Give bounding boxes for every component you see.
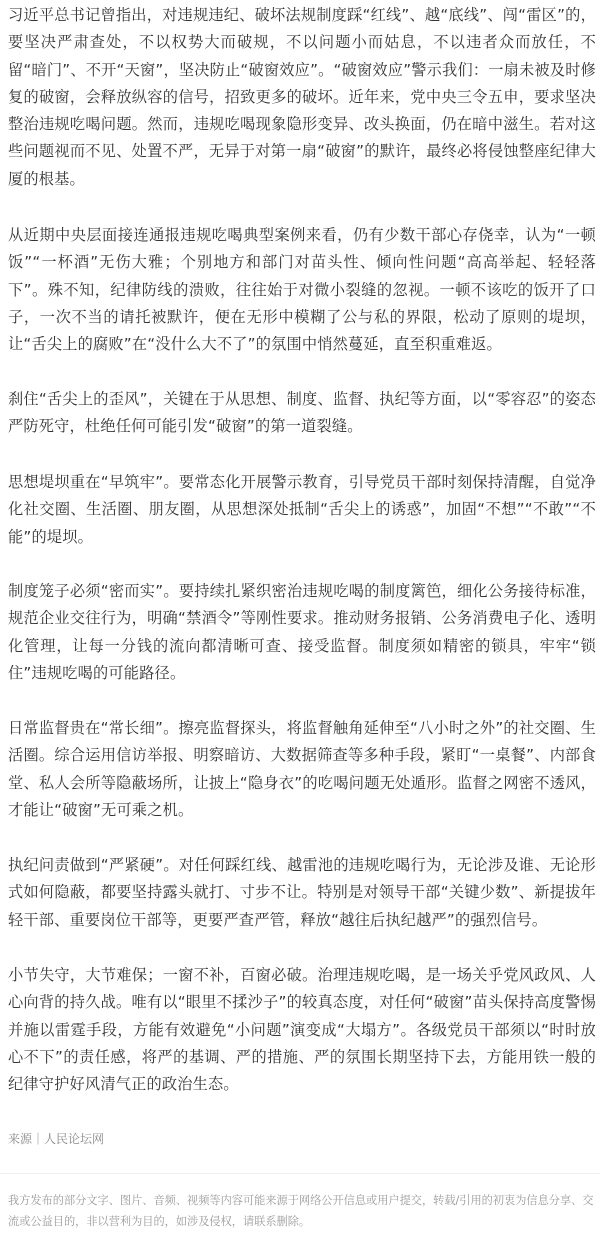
article-paragraph: 小节失守，大节难保；一窗不补，百窗必破。治理违规吃喝，是一场关乎党风政风、人心向背的持久战。唯有以“眼里不揉沙子”的较真态度，对任何“破窗”苗头保持高度警惕并施以雷霆手段，方能有效避免“小问题”演变成“大塌方”。各级党员干部须以“时时放心不下”的责任感，将严的基调、严的措施、严的氛围长期坚持下去，方能用铁一般的纪律守护好风清气正的政治生态。 bbox=[8, 966, 596, 1094]
footer-divider bbox=[0, 1173, 600, 1174]
article-paragraph: 执纪问责做到“严紧硬”。对任何踩红线、越雷池的违规吃喝行为，无论涉及谁、无论形式如何隐蔽，都要坚持露头就打、寸步不让。特别是对领导干部“关键少数”、新提拔年轻干部、重要岗位干部等，更要严查严管，释放“越往后执纪越严”的强烈信号。 bbox=[8, 856, 596, 929]
article-paragraph: 日常监督贵在“常长细”。擦亮监督探头，将监督触角延伸至“八小时之外”的社交圈、生活圈。综合运用信访举报、明察暗访、大数据筛查等多种手段，紧盯“一桌餐”、内部食堂、私人会所等隐蔽场所，让披上“隐身衣”的吃喝问题无处遁形。监督之网密不透风，才能让“破窗”无可乘之机。 bbox=[8, 719, 596, 819]
copyright-disclaimer: 我方发布的部分文字、图片、音频、视频等内容可能来源于网络公开信息或用户提交，转载/引用的初衷为信息分享、交流或公益目的，非以营利为目的，如涉及侵权，请联系删除。 bbox=[8, 1194, 594, 1228]
article-paragraph: 习近平总书记曾指出，对违规违纪、破坏法规制度踩“红线”、越“底线”、闯“雷区”的，要坚决严肃查处，不以权势大而破规，不以问题小而姑息，不以违者众而放任，不留“暗门”、不开“天窗”，坚决防止“破窗效应”。“破窗效应”警示我们：一扇未被及时修复的破窗，会释放纵容的信号，招致更多的破坏。近年来，党中央三令五申，要求坚决整治违规吃喝问题。然而，违规吃喝现象隐形变异、改头换面，仍在暗中滋生。若对这些问题视而不见、处置不严，无异于对第一扇“破窗”的默许，最终必将侵蚀整座纪律大厦的根基。 bbox=[8, 6, 596, 188]
article-paragraph: 刹住“舌尖上的歪风”，关键在于从思想、制度、监督、执纪等方面，以“零容忍”的姿态严防死守，杜绝任何可能引发“破窗”的第一道裂缝。 bbox=[8, 390, 596, 436]
article-paragraph: 从近期中央层面接连通报违规吃喝典型案例来看，仍有少数干部心存侥幸，认为“一顿饭”“一杯酒”无伤大雅；个别地方和部门对苗头性、倾向性问题“高高举起、轻轻落下”。殊不知，纪律防线的溃败，往往始于对微小裂缝的忽视。一顿不该吃的饭开了口子，一次不当的请托被默许，便在无形中模糊了公与私的界限，松动了原则的堤坝，让“舌尖上的腐败”在“没什么大不了”的氛围中悄然蔓延，直至积重难返。 bbox=[8, 226, 596, 354]
article-paragraph: 制度笼子必须“密而实”。要持续扎紧织密治违规吃喝的制度篱笆，细化公务接待标准，规范企业交往行为，明确“禁酒令”等刚性要求。推动财务报销、公务消费电子化、透明化管理，让每一分钱的流向都清晰可查、接受监督。制度须如精密的锁具，牢牢“锁住”违规吃喝的可能路径。 bbox=[8, 582, 596, 682]
article-source: 来源｜人民论坛网 bbox=[8, 1132, 105, 1146]
article-paragraph: 思想堤坝重在“早筑牢”。要常态化开展警示教育，引导党员干部时刻保持清醒，自觉净化社交圈、生活圈、朋友圈，从思想深处抵制“舌尖上的诱惑”，加固“不想”“不敢”“不能”的堤坝。 bbox=[8, 473, 596, 546]
